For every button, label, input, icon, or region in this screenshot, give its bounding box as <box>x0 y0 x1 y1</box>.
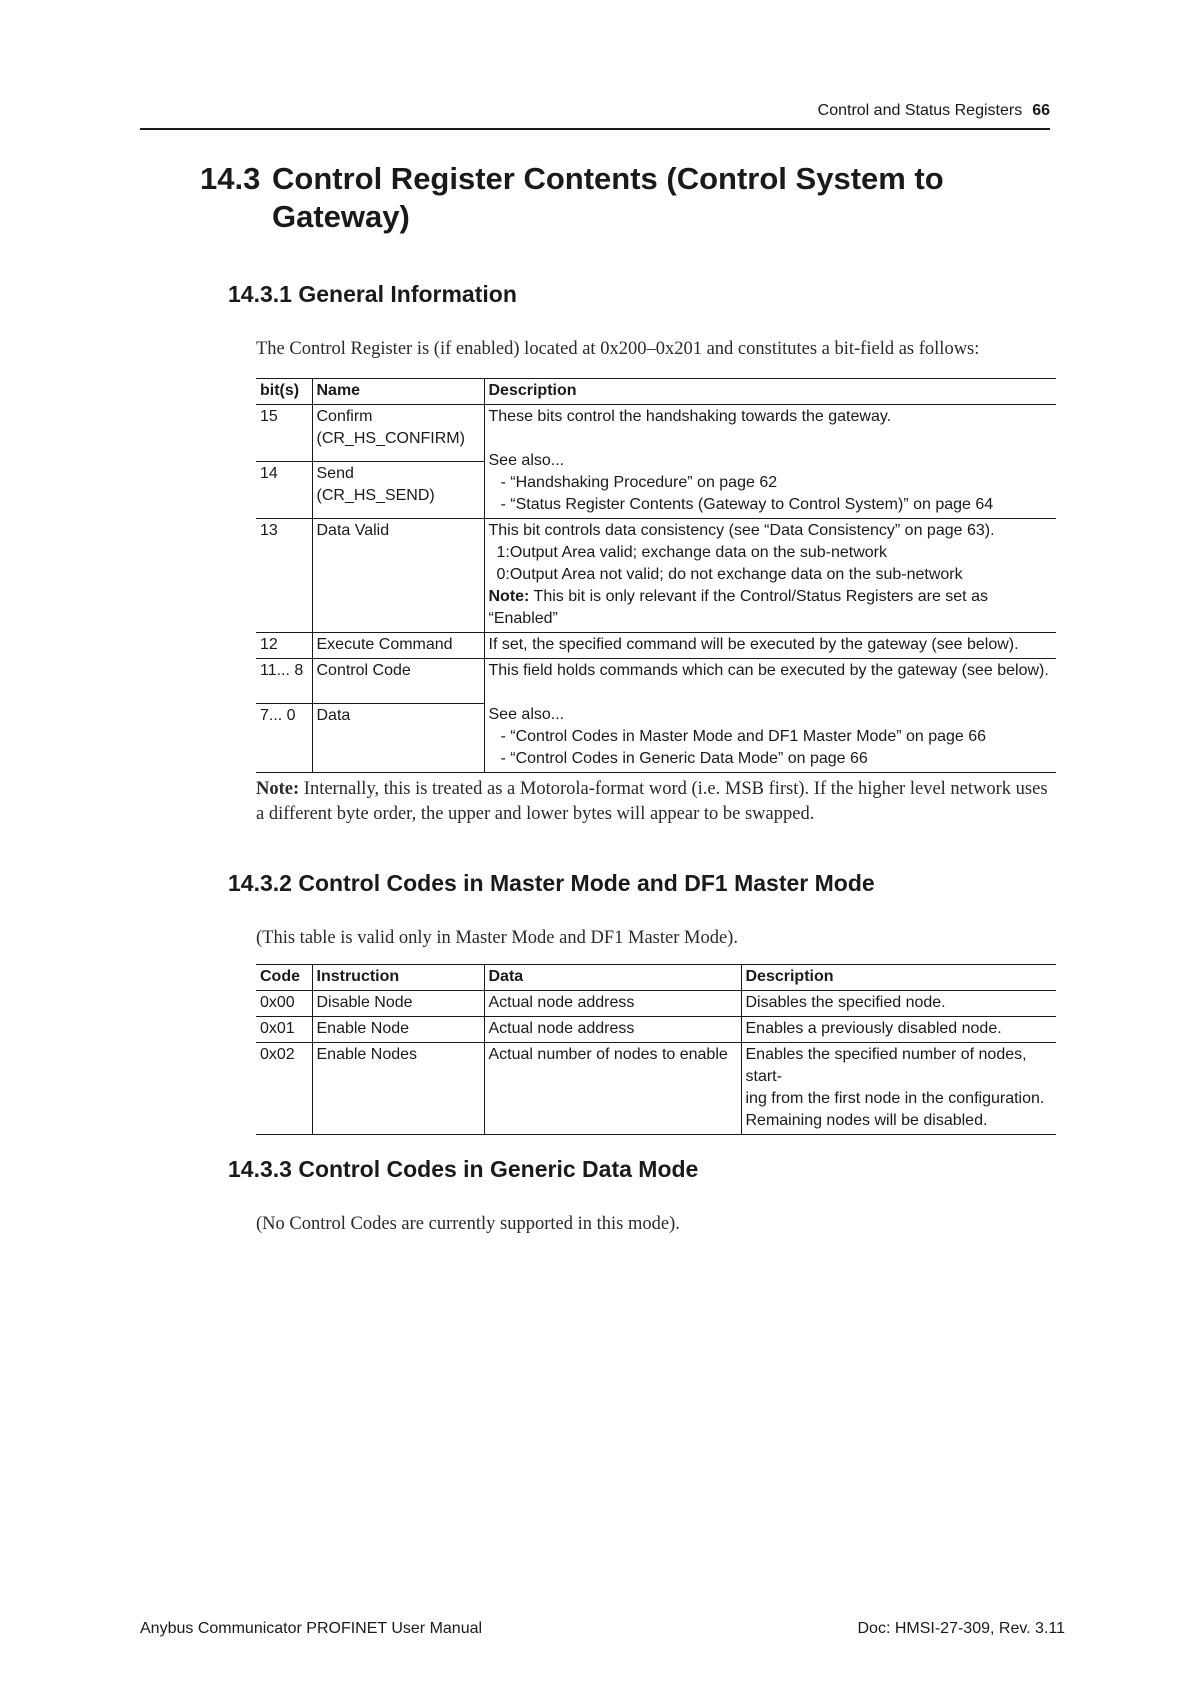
table-row <box>256 405 1056 462</box>
header-section-title: Control and Status Registers <box>817 102 1023 119</box>
table-row <box>256 519 1056 633</box>
column-header-code: Code <box>256 965 312 991</box>
cross-reference: - “Handshaking Procedure” on page 62 <box>500 474 778 491</box>
instruction-cell: Enable Node <box>312 1017 484 1043</box>
description-cell <box>484 519 1056 633</box>
subsection-heading-generic-data-mode: 14.3.3 Control Codes in Generic Data Mode <box>228 1156 699 1182</box>
see-also-label: See also... <box>488 452 565 469</box>
column-header-description: Description <box>741 965 1056 991</box>
note-text: Internally, this is treated as a Motorola-format word (i.e. MSB first). If the higher level network uses a different byte order, the upper and lower bytes will appear to be swapped. <box>256 779 1048 824</box>
name-line: (CR_HS_SEND) <box>316 487 435 504</box>
code-cell: 0x00 <box>256 991 312 1017</box>
section-number: 14.3 <box>200 161 261 196</box>
name-line: Confirm <box>316 408 373 425</box>
instruction-cell: Enable Nodes <box>312 1043 484 1135</box>
bits-cell: 7... 0 <box>256 704 312 773</box>
bits-cell: 15 <box>256 405 312 462</box>
description-cell: Enables a previously disabled node. <box>741 1017 1056 1043</box>
description-line: These bits control the handshaking towards the gateway. <box>488 408 892 425</box>
note-text: This bit is only relevant if the Control/Status Registers are set as “Enabled” <box>488 588 988 627</box>
subsection-heading-master-mode: 14.3.2 Control Codes in Master Mode and DF1 Master Mode <box>228 870 875 896</box>
master-mode-intro: (This table is valid only in Master Mode and DF1 Master Mode). <box>256 928 738 948</box>
column-header-instruction: Instruction <box>312 965 484 991</box>
data-cell: Actual number of nodes to enable <box>484 1043 741 1135</box>
table-row <box>256 1017 1056 1043</box>
note-label: Note: <box>488 588 530 605</box>
cross-reference: - “Control Codes in Master Mode and DF1 Master Mode” on page 66 <box>500 728 987 745</box>
code-cell: 0x01 <box>256 1017 312 1043</box>
description-line: ing from the first node in the configuration. <box>745 1090 1045 1107</box>
name-cell: Control Code <box>312 659 484 704</box>
name-cell <box>312 462 484 519</box>
description-cell <box>484 405 1056 519</box>
description-line: 1:Output Area valid; exchange data on the sub-network <box>496 544 887 561</box>
table-row <box>256 991 1056 1017</box>
name-cell <box>312 405 484 462</box>
instruction-cell: Disable Node <box>312 991 484 1017</box>
control-register-table <box>256 378 1056 773</box>
description-cell: Disables the specified node. <box>741 991 1056 1017</box>
name-line: (CR_HS_CONFIRM) <box>316 430 465 447</box>
section-title-line1: Control Register Contents (Control System to <box>272 161 944 196</box>
table-row <box>256 633 1056 659</box>
section-title <box>200 160 1060 236</box>
footer-document-id: Doc: HMSI-27-309, Rev. 3.11 <box>857 1620 1065 1637</box>
description-line: This field holds commands which can be executed by the gateway (see below). <box>488 662 1049 679</box>
note-label: Note: <box>256 779 300 799</box>
code-cell: 0x02 <box>256 1043 312 1135</box>
section-title-line2: Gateway) <box>272 199 410 234</box>
spacer <box>489 682 1054 704</box>
description-line: This bit controls data consistency (see “Data Consistency” on page 63). <box>488 522 995 539</box>
description-cell <box>741 1043 1056 1135</box>
column-header-description: Description <box>484 379 1056 405</box>
bits-cell: 12 <box>256 633 312 659</box>
cross-reference: - “Status Register Contents (Gateway to Control System)” on page 64 <box>500 496 994 513</box>
description-line: 0:Output Area not valid; do not exchange data on the sub-network <box>496 566 963 583</box>
see-also-label: See also... <box>488 706 565 723</box>
note-line <box>489 586 1054 630</box>
name-line: Send <box>316 465 354 482</box>
name-cell: Data Valid <box>312 519 484 633</box>
cross-reference: - “Control Codes in Generic Data Mode” on page 66 <box>500 750 868 767</box>
control-codes-table <box>256 964 1056 1135</box>
subsection-heading-general-information: 14.3.1 General Information <box>228 281 517 307</box>
name-cell: Execute Command <box>312 633 484 659</box>
data-cell: Actual node address <box>484 1017 741 1043</box>
bits-cell: 13 <box>256 519 312 633</box>
footer-manual-title: Anybus Communicator PROFINET User Manual <box>140 1620 483 1637</box>
name-cell: Data <box>312 704 484 773</box>
column-header-name: Name <box>312 379 484 405</box>
table-row <box>256 659 1056 704</box>
header-page-number: 66 <box>1032 102 1050 119</box>
table-header-row <box>256 379 1056 405</box>
bits-cell: 14 <box>256 462 312 519</box>
column-header-data: Data <box>484 965 741 991</box>
generic-data-mode-intro: (No Control Codes are currently supported in this mode). <box>256 1214 680 1234</box>
running-header <box>140 102 1050 130</box>
spacer <box>489 428 1054 450</box>
table-row <box>256 1043 1056 1135</box>
data-cell: Actual node address <box>484 991 741 1017</box>
description-line: Enables the specified number of nodes, start- <box>745 1046 1027 1085</box>
general-information-intro: The Control Register is (if enabled) located at 0x200–0x201 and constitutes a bit-field as follows: <box>256 339 980 359</box>
table-header-row <box>256 965 1056 991</box>
description-cell <box>484 659 1056 773</box>
description-cell: If set, the specified command will be executed by the gateway (see below). <box>484 633 1056 659</box>
byte-order-note <box>256 777 1056 827</box>
description-line: Remaining nodes will be disabled. <box>745 1112 988 1129</box>
bits-cell: 11... 8 <box>256 659 312 704</box>
column-header-bits: bit(s) <box>256 379 312 405</box>
